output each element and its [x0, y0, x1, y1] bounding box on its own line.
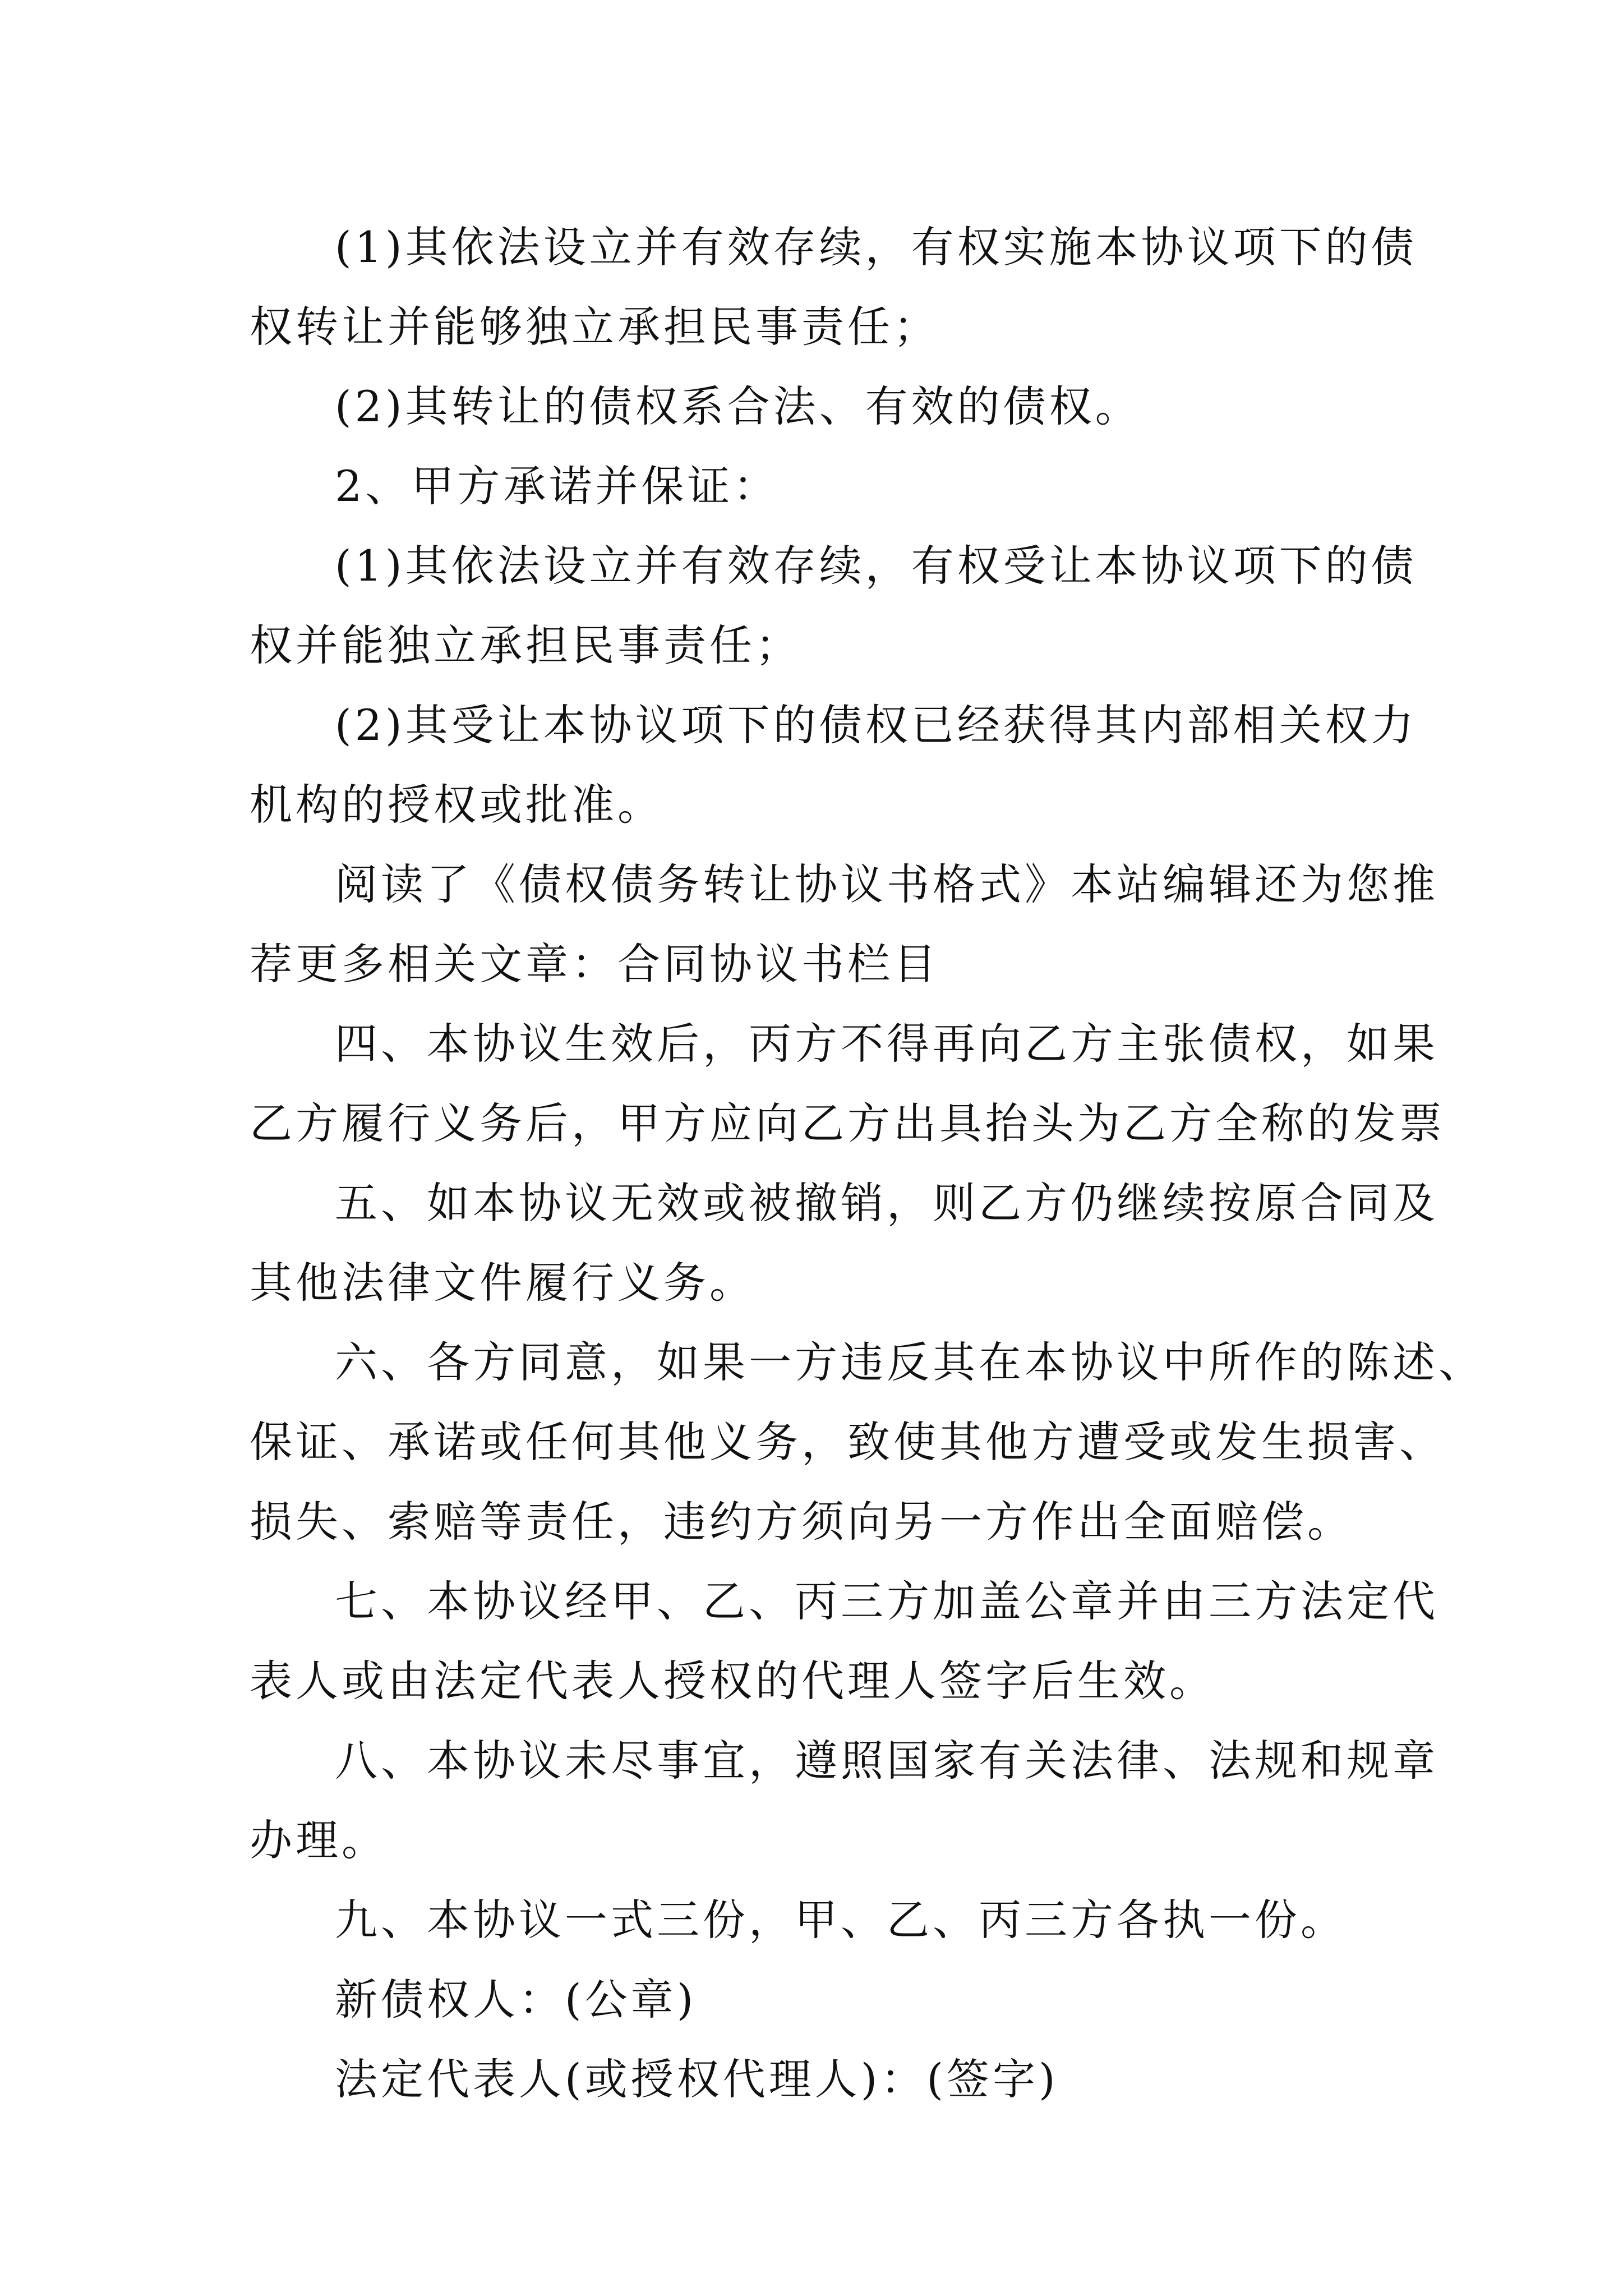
text-line: 乙方履行义务后，甲方应向乙方出具抬头为乙方全称的发票: [250, 1098, 1445, 1148]
text-line: 机构的授权或批准。: [250, 780, 663, 830]
text-line: 保证、承诺或任何其他义务，致使其他方遭受或发生损害、: [250, 1417, 1445, 1467]
text-line: (2)其受让本协议项下的债权已经获得其内部相关权力: [335, 700, 1417, 750]
text-line: 七、本协议经甲、乙、丙三方加盖公章并由三方法定代: [335, 1576, 1438, 1626]
text-line: 九、本协议一式三份，甲、乙、丙三方各执一份。: [335, 1895, 1347, 1945]
text-line: 损失、索赔等责任，违约方须向另一方作出全面赔偿。: [250, 1497, 1353, 1547]
text-line: 权转让并能够独立承担民事责任；: [250, 302, 939, 352]
text-line: 其他法律文件履行义务。: [250, 1258, 755, 1308]
text-line: 阅读了《债权债务转让协议书格式》本站编辑还为您推: [335, 859, 1438, 909]
text-line: 荐更多相关文章：合同协议书栏目: [250, 939, 939, 989]
text-line: 六、各方同意，如果一方违反其在本协议中所作的陈述、: [335, 1337, 1484, 1387]
text-line: 五、如本协议无效或被撤销，则乙方仍继续按原合同及: [335, 1178, 1438, 1228]
text-line: (1)其依法设立并有效存续，有权实施本协议项下的债: [335, 222, 1417, 272]
document-body: [250, 208, 1484, 2119]
signature-line-new-creditor: 新债权人：(公章): [335, 1975, 697, 2024]
text-line: 办理。: [250, 1815, 388, 1865]
signature-line-legal-representative: 法定代表人(或授权代理人)：(签字): [335, 2054, 1059, 2104]
text-line: (2)其转让的债权系合法、有效的债权。: [335, 381, 1141, 431]
text-line: 表人或由法定代表人授权的代理人签字后生效。: [250, 1656, 1215, 1706]
text-line: 权并能独立承担民事责任；: [250, 620, 801, 670]
text-line: 四、本协议生效后，丙方不得再向乙方主张债权，如果: [335, 1019, 1438, 1069]
text-line: 2、甲方承诺并保证：: [335, 461, 780, 511]
text-line: 八、本协议未尽事宜，遵照国家有关法律、法规和规章: [335, 1736, 1438, 1786]
text-line: (1)其依法设立并有效存续，有权受让本协议项下的债: [335, 541, 1417, 591]
